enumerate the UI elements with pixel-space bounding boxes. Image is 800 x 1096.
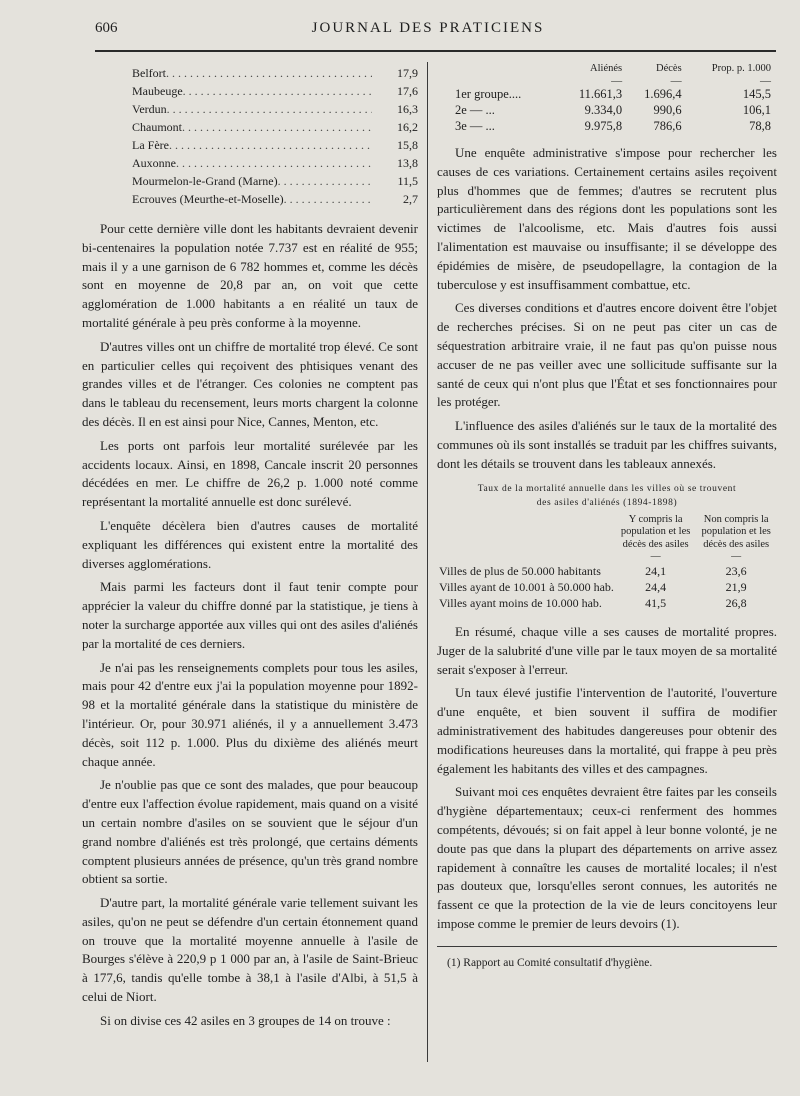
body-paragraph: D'autres villes ont un chiffre de mortalité trop élevé. Ce sont en particulier celles qui reçoivent des phtisiques venant des grandes villes et de l'étranger. Ces colonies ne comptent pas dans le tableau du recensement, leurs morts chargent la colonne des décès. Il en est ainsi pour Nice, Cannes, Menton, etc. — [82, 338, 418, 429]
rate-with-asylum: 41,5 — [645, 596, 667, 611]
table-title-line: Taux de la mortalité annuelle dans les villes où se trouvent — [477, 483, 737, 494]
table-header-empty — [437, 514, 616, 552]
rate-with-asylum: 24,4 — [645, 580, 667, 595]
table-title-line: des asiles d'aliénés (1894-1898) — [536, 497, 678, 508]
alienes-cell: 9.975,8 — [584, 119, 623, 133]
dot-leader — [278, 172, 372, 190]
table-row — [437, 102, 777, 118]
mortality-rate-table — [437, 514, 777, 612]
dot-leader — [167, 100, 372, 118]
list-item — [132, 100, 418, 118]
body-paragraph: En résumé, chaque ville a ses causes de mortalité propres. Juger de la salubrité d'une ville par le taux moyen de sa mortalité serait s'exposer à l'erreur. — [437, 624, 777, 677]
city-name: Belfort — [132, 66, 166, 80]
list-item — [132, 172, 418, 190]
page-number: 606 — [95, 20, 118, 36]
city-name: Ecrouves (Meurthe-et-Moselle) — [132, 192, 284, 206]
city-name: Maubeuge — [132, 84, 183, 98]
alienes-cell: 11.661,3 — [578, 87, 623, 101]
dot-leader — [284, 190, 372, 208]
body-paragraph: Les ports ont parfois leur mortalité surélevée par les accidents locaux. Ainsi, en 1898, Cancale inscrit 20 personnes décédées en mer. Le chiffre de 26,2 p. 1.000 noté comme représentant la mortalité annuelle est donc surélevé. — [82, 437, 418, 510]
city-name: Verdun — [132, 102, 167, 116]
city-rate: 2,7 — [403, 192, 418, 206]
city-rate: 17,6 — [397, 84, 418, 98]
list-item — [132, 64, 418, 82]
footnote: (1) Rapport au Comité consultatif d'hygiène. — [447, 956, 653, 969]
body-paragraph: Je n'oublie pas que ce sont des malades, que pour beaucoup d'entre eux l'affection évolue rapidement, mais quand on a visité un certain nombre d'asiles on se souvient que le séjour d'un grand nombre d'aliénés est très prolongé, que certains déments comptent plusieurs années de présence, qu'un très grand nombre obtient sa sortie. — [82, 777, 418, 887]
dot-leader — [169, 136, 372, 154]
table-row — [437, 563, 777, 579]
rate-without-asylum: 21,9 — [725, 580, 747, 595]
list-item — [132, 82, 418, 100]
body-paragraph: L'enquête décèlera bien d'autres causes de mortalité expliquant les différences qui existent entre la mortalité des diverses agglomérations. — [82, 517, 418, 571]
rate-without-asylum: 26,8 — [725, 596, 747, 611]
body-paragraph: Un taux élevé justifie l'intervention de l'autorité, l'ouverture d'une enquête, et bien souvent il suffira de modifier administrativement des habitudes dangereuses pour obtenir des modifications heureuses dans la mortalité, qui frappe à peu près également les habitants des villes et des campagnes. — [437, 685, 777, 776]
alienes-cell: 9.334,0 — [584, 103, 623, 117]
table-row — [437, 86, 777, 102]
prop-cell: 78,8 — [749, 119, 771, 133]
deces-cell: 1.696,4 — [644, 87, 682, 101]
list-item — [132, 154, 418, 172]
city-name: Mourmelon-le-Grand (Marne) — [132, 174, 278, 188]
city-rate: 11,5 — [397, 174, 418, 188]
group-label: 3e — ... — [455, 119, 495, 133]
city-name: Chaumont — [132, 120, 182, 134]
body-paragraph: L'influence des asiles d'aliénés sur le taux de la mortalité des communes où ils sont installés se traduit par les chiffres suivants, dont les détails se trouvent dans les tableaux annexés. — [437, 418, 777, 471]
group-label: 1er groupe.... — [455, 87, 522, 101]
table-row — [437, 595, 777, 611]
city-class-label: Villes ayant de 10.001 à 50.000 hab. — [439, 580, 614, 595]
city-rate: 16,2 — [397, 120, 418, 134]
prop-cell: 106,1 — [742, 103, 771, 117]
city-rate: 16,3 — [397, 102, 418, 116]
list-item — [132, 136, 418, 154]
dot-leader — [183, 82, 372, 100]
footnote-rule — [437, 946, 777, 947]
header-rule — [95, 50, 776, 52]
asylum-group-table — [437, 62, 777, 134]
city-rate: 17,9 — [397, 66, 418, 80]
table-dash-row: — — — [650, 551, 742, 563]
page-header — [80, 14, 776, 44]
list-item — [132, 118, 418, 136]
table-row — [437, 118, 777, 134]
city-name: Auxonne — [132, 156, 176, 170]
body-paragraph: Ces diverses conditions et d'autres encore doivent être l'objet de recherches précises. Si on ne peut pas citer un cas de séquestration arbitraire vraie, il ne faut pas qu'on puisse nous accuser de ne pas veiller avec une sollicitude suffisante sur la santé de ceux qui n'ont plus que l'État et ses fonctionnaires pour les protéger. — [437, 300, 777, 410]
deces-cell: 990,6 — [653, 103, 682, 117]
deces-cell: 786,6 — [653, 119, 682, 133]
right-column — [437, 62, 777, 969]
city-class-label: Villes ayant moins de 10.000 hab. — [439, 596, 602, 611]
city-name: La Fère — [132, 138, 169, 152]
column-divider — [427, 62, 428, 1062]
body-paragraph: Suivant moi ces enquêtes devraient être faites par les conseils d'hygiène départementaux; ceux-ci renferment des hommes compétents, dévoués; si on fait appel à leur bonne volonté, je ne doute pas que dans la plupart des départements on arrive assez rapidement à connaître les causes de mortalité locales; il n'est pas douteux que, lorsqu'elles seront connues, les autorités ne fassent ce que la protection de la vie de leurs concitoyens leur impose comme le premier de leurs devoirs (1). — [437, 784, 777, 931]
city-rate-list — [132, 64, 418, 208]
left-column — [82, 62, 418, 1036]
body-paragraph: Si on divise ces 42 asiles en 3 groupes de 14 on trouve : — [100, 1012, 391, 1028]
journal-title: JOURNAL DES PRATICIENS — [311, 20, 545, 36]
prop-cell: 145,5 — [742, 87, 771, 101]
rate-without-asylum: 23,6 — [725, 564, 747, 579]
dot-leader — [176, 154, 372, 172]
body-paragraph: Pour cette dernière ville dont les habitants devraient devenir bi-centenaires la population notée 7.737 est en réalité de 955; mais il y a une garnison de 6 782 hommes et, comme les décès sont en moyenne de 20,8 par an, on voit que cette agglomération de 1.000 habitants a en réalité un taux de mortalité générale à peu près conforme à la moyenne. — [82, 221, 418, 330]
city-rate: 15,8 — [397, 138, 418, 152]
table-header-prop: Prop. p. 1.000 — [711, 63, 771, 74]
city-rate: 13,8 — [397, 156, 418, 170]
rate-with-asylum: 24,1 — [645, 564, 667, 579]
dot-leader — [166, 64, 372, 82]
table-header-without-asylums: Non compris la population et les décès des asiles — [701, 513, 771, 550]
list-item — [132, 190, 418, 208]
dot-leader — [182, 118, 372, 136]
table-dash-row: — — — — [611, 75, 771, 87]
body-paragraph: D'autre part, la mortalité générale varie tellement suivant les asiles, qu'on ne peut se défendre d'un certain étonnement quand on trouve que la mortalité moyenne annuelle à l'asile de Bourges s'élève à 220,9 p 1 000 par an, à l'asile de Saint-Brieuc à 177,6, tandis qu'elle tombe à 38,1 à l'asile d'Albi, à 51,5 à celui de Niort. — [82, 895, 418, 1005]
city-class-label: Villes de plus de 50.000 habitants — [439, 564, 601, 579]
body-paragraph: Mais parmi les facteurs dont il faut tenir compte pour apprécier la valeur du chiffre donné par la statistique, je tiens à noter la surcharge apportée aux villes qui ont des asiles d'aliénés par la mortalité de ces derniers. — [82, 579, 418, 651]
table-title — [437, 482, 777, 510]
body-paragraph: Je n'ai pas les renseignements complets pour tous les asiles, mais pour 42 d'entre eux j'ai la population moyenne pour 1892-98 et la mortalité générale dans la statistique du ministère de l'intérieur. Or, pour 30.971 aliénés, il y a annuellement 3.473 décès, soit 112 p. 1.000. Plus du dixième des aliénés meurt chaque année. — [82, 659, 418, 769]
body-paragraph: Une enquête administrative s'impose pour rechercher les causes de ces variations. Certainement certains asiles reçoivent plus d'hommes que de femmes; d'autres se recrutent plus particulièrement dans des régions dont les populations sont les victimes de l'alcoolisme, etc. Mais d'autres fois aussi l'alimentation est mauvaise ou insuffisante; il se développe des épidémies de misère, de pseudopellagre, la contagion de la tuberculose y est insuffisamment combattue, etc. — [437, 145, 777, 292]
table-header-deces: Décès — [656, 63, 682, 74]
table-row — [437, 579, 777, 595]
table-header-empty — [437, 62, 561, 76]
group-label: 2e — ... — [455, 103, 495, 117]
table-header-alienes: Aliénés — [590, 63, 623, 74]
table-header-with-asylums: Y compris la population et les décès des asiles — [620, 513, 691, 550]
